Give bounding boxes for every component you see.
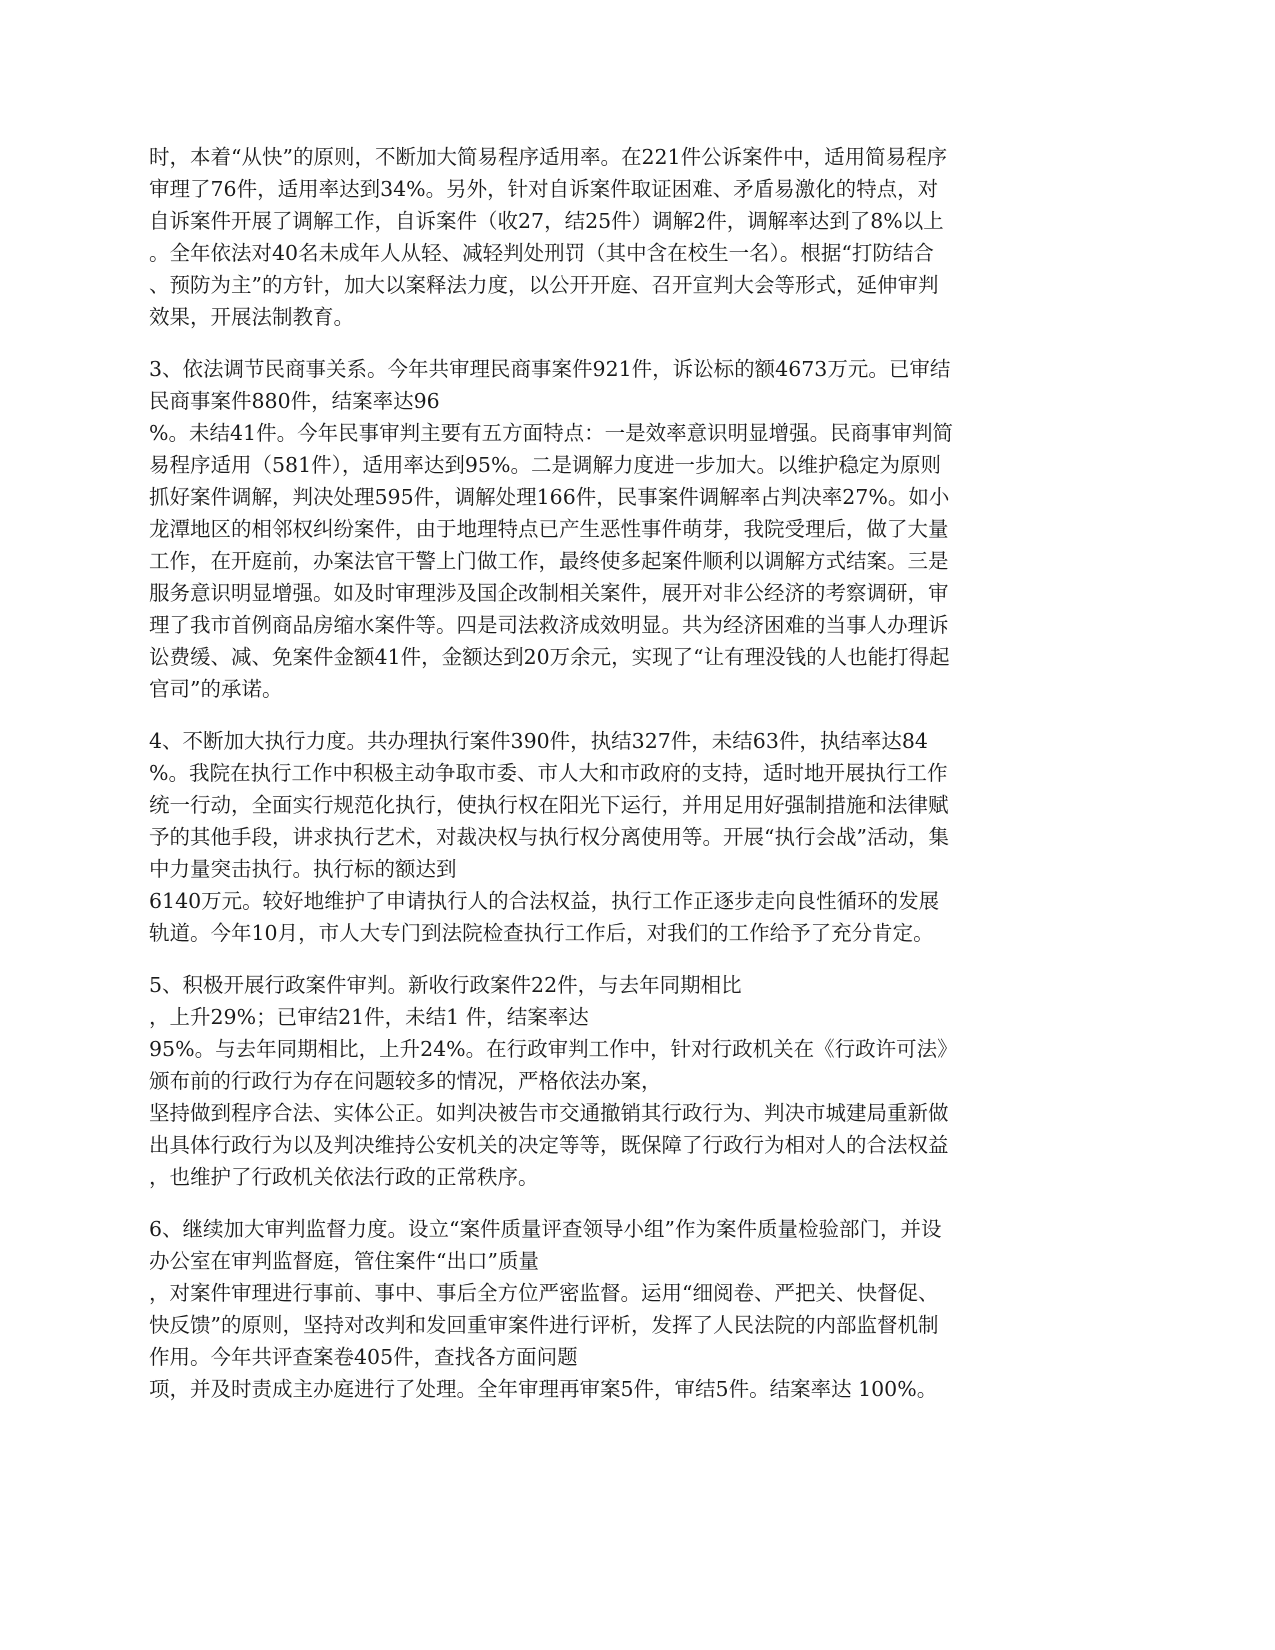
text-line: 易程序适用（581件），适用率达到95%。二是调解力度进一步加大。以维护稳定为原则 — [149, 453, 941, 477]
text-line: 颁布前的行政行为存在问题较多的情况，严格依法办案， — [149, 1069, 662, 1093]
text-line: 作用。今年共评查案卷405件，查找各方面问题 — [149, 1345, 578, 1369]
text-line: 、预防为主”的方针，加大以案释法力度，以公开开庭、召开宣判大会等形式，延伸审判 — [149, 273, 939, 297]
text-line: 3、依法调节民商事关系。今年共审理民商事案件921件，诉讼标的额4673万元。已审结 — [149, 357, 951, 381]
text-line: 工作，在开庭前，办案法官干警上门做工作，最终使多起案件顺利以调解方式结案。三是 — [149, 549, 949, 573]
text-line: 自诉案件开展了调解工作，自诉案件（收27，结25件）调解2件，调解率达到了8%以上 — [149, 209, 944, 233]
text-line: 抓好案件调解，判决处理595件，调解处理166件，民事案件调解率占判决率27%。如小 — [149, 485, 950, 509]
paragraph-civil-commercial — [149, 353, 1129, 705]
text-line: 官司”的承诺。 — [149, 677, 283, 701]
text-line: ，上升29%；已审结21件，未结1 件，结案率达 — [149, 1005, 589, 1029]
text-line: 龙潭地区的相邻权纠纷案件，由于地理特点已产生恶性事件萌芽，我院受理后，做了大量 — [149, 517, 949, 541]
paragraph-enforcement — [149, 725, 1129, 949]
paragraph-administrative — [149, 969, 1129, 1193]
text-line: 4、不断加大执行力度。共办理执行案件390件，执结327件，未结63件，执结率达84 — [149, 729, 928, 753]
text-line: 6140万元。较好地维护了申请执行人的合法权益，执行工作正逐步走向良性循环的发展 — [149, 889, 940, 913]
text-line: 项，并及时责成主办庭进行了处理。全年审理再审案5件，审结5件。结案率达 100%。 — [149, 1377, 938, 1401]
text-line: 审理了76件，适用率达到34%。另外，针对自诉案件取证困难、矛盾易激化的特点，对 — [149, 177, 939, 201]
text-line: ，也维护了行政机关依法行政的正常秩序。 — [149, 1165, 539, 1189]
text-line: 快反馈”的原则，坚持对改判和发回重审案件进行评析，发挥了人民法院的内部监督机制 — [149, 1313, 939, 1337]
text-line: 时，本着“从快”的原则，不断加大简易程序适用率。在221件公诉案件中，适用简易程序 — [149, 145, 948, 169]
paragraph-criminal — [149, 141, 1129, 333]
text-line: 效果，开展法制教育。 — [149, 305, 354, 329]
text-line: 予的其他手段，讲求执行艺术，对裁决权与执行权分离使用等。开展“执行会战”活动，集 — [149, 825, 949, 849]
text-line: 民商事案件880件，结案率达96 — [149, 389, 440, 413]
text-line: 办公室在审判监督庭，管住案件“出口”质量 — [149, 1249, 539, 1273]
text-line: %。未结41件。今年民事审判主要有五方面特点：一是效率意识明显增强。民商事审判简 — [149, 421, 954, 445]
text-line: 6、继续加大审判监督力度。设立“案件质量评查领导小组”作为案件质量检验部门，并设 — [149, 1217, 942, 1241]
text-line: ，对案件审理进行事前、事中、事后全方位严密监督。运用“细阅卷、严把关、快督促、 — [149, 1281, 939, 1305]
text-line: 服务意识明显增强。如及时审理涉及国企改制相关案件，展开对非公经济的考察调研，审 — [149, 581, 949, 605]
text-line: 。全年依法对40名未成年人从轻、减轻判处刑罚（其中含在校生一名）。根据“打防结合 — [149, 241, 934, 265]
text-line: 理了我市首例商品房缩水案件等。四是司法救济成效明显。共为经济困难的当事人办理诉 — [149, 613, 949, 637]
text-line: 出具体行政行为以及判决维持公安机关的决定等等，既保障了行政行为相对人的合法权益 — [149, 1133, 949, 1157]
document-body — [149, 141, 1129, 1425]
paragraph-supervision — [149, 1213, 1129, 1405]
text-line: 95%。与去年同期相比，上升24%。在行政审判工作中，针对行政机关在《行政许可法》 — [149, 1037, 958, 1061]
text-line: 统一行动，全面实行规范化执行，使执行权在阳光下运行，并用足用好强制措施和法律赋 — [149, 793, 949, 817]
text-line: 轨道。今年10月，市人大专门到法院检查执行工作后，对我们的工作给予了充分肯定。 — [149, 921, 934, 945]
text-line: 坚持做到程序合法、实体公正。如判决被告市交通撤销其行政行为、判决市城建局重新做 — [149, 1101, 949, 1125]
text-line: 讼费缓、减、免案件金额41件，金额达到20万余元，实现了“让有理没钱的人也能打得起 — [149, 645, 950, 669]
text-line: %。我院在执行工作中积极主动争取市委、市人大和市政府的支持，适时地开展执行工作 — [149, 761, 948, 785]
text-line: 5、积极开展行政案件审判。新收行政案件22件，与去年同期相比 — [149, 973, 742, 997]
text-line: 中力量突击执行。执行标的额达到 — [149, 857, 457, 881]
